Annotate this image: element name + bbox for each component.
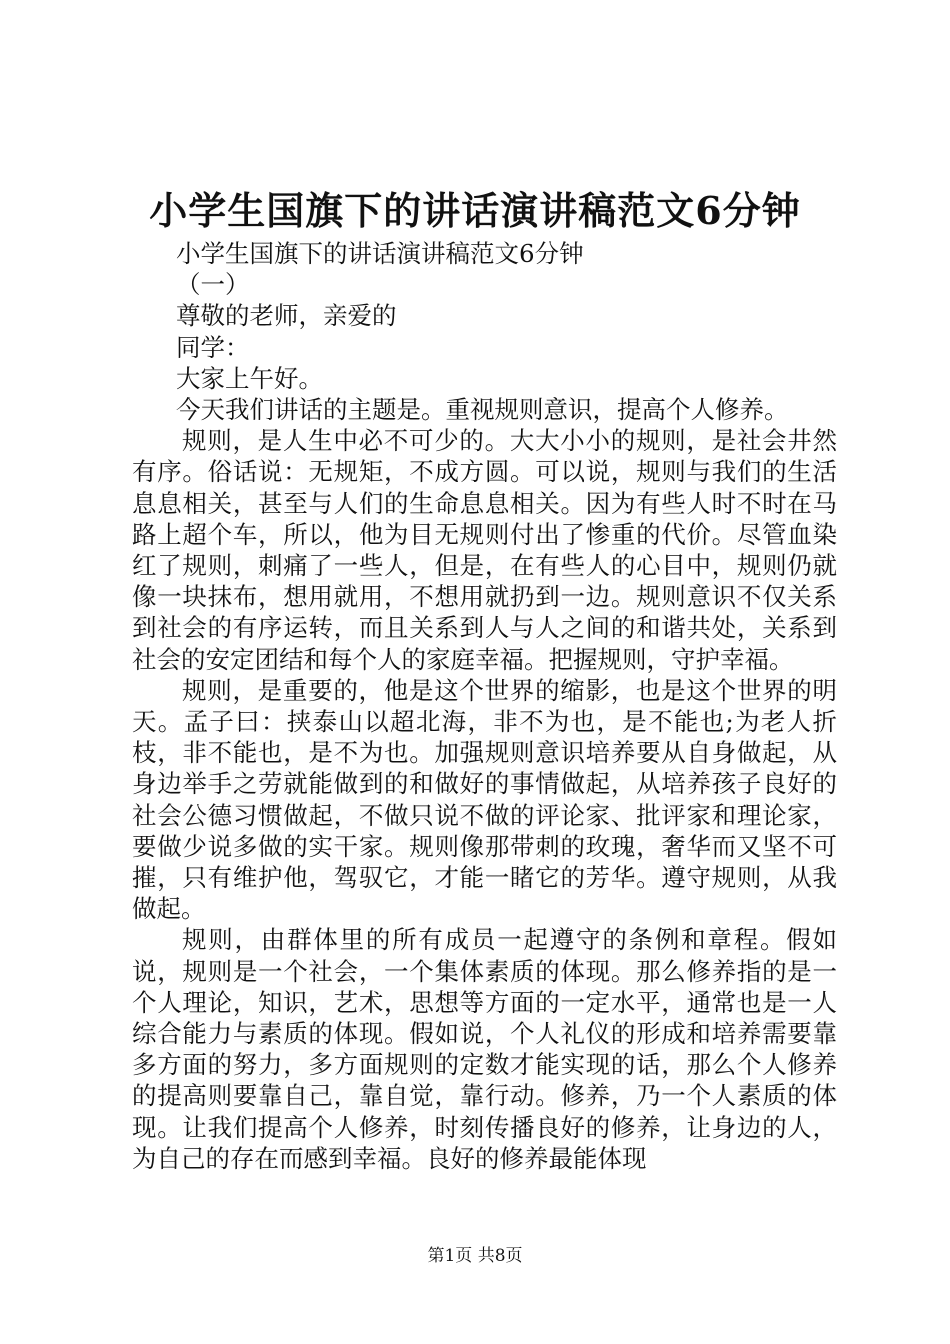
document-title: 小学生国旗下的讲话演讲稿范文6分钟 bbox=[149, 188, 801, 233]
greeting-line: 大家上午好。 bbox=[176, 363, 323, 393]
salutation-line-2: 同学： bbox=[176, 332, 250, 362]
subtitle-line: 小学生国旗下的讲话演讲稿范文6分钟 bbox=[176, 239, 584, 268]
section-number: （一） bbox=[176, 270, 250, 300]
document-body bbox=[132, 238, 837, 1174]
salutation-line-1: 尊敬的老师，亲爱的 bbox=[176, 301, 397, 331]
body-paragraph-1: 规则，是人生中必不可少的。大大小小的规则，是社会井然有序。俗话说：无规矩，不成方圆。可以说，规则与我们的生活息息相关，甚至与人们的生命息息相关。因为有些人时不时在马路上超个车，所以，他为目无规则付出了惨重的代价。尽管血染红了规则，刺痛了一些人，但是，在有些人的心目中，规则仍就像一块抹布，想用就用，不想用就扔到一边。规则意识不仅关系到社会的有序运转，而且关系到人与人之间的和谐共处，关系到社会的安定团结和每个人的家庭幸福。把握规则，守护幸福。 bbox=[132, 426, 837, 674]
page-footer: 第1页 共8页 bbox=[427, 1246, 523, 1266]
intro-line: 今天我们讲话的主题是。重视规则意识，提高个人修养。 bbox=[176, 395, 789, 425]
body-paragraph-2: 规则，是重要的，他是这个世界的缩影，也是这个世界的明天。孟子曰：挟泰山以超北海，非不为也，是不能也;为老人折枝，非不能也，是不为也。加强规则意识培养要从自身做起，从身边举手之劳就能做到的和做好的事情做起，从培养孩子良好的社会公德习惯做起，不做只说不做的评论家、批评家和理论家，要做少说多做的实干家。规则像那带刺的玫瑰，奢华而又坚不可摧，只有维护他，驾驭它，才能一睹它的芳华。遵守规则，从我做起。 bbox=[132, 675, 837, 924]
body-paragraph-3: 规则，由群体里的所有成员一起遵守的条例和章程。假如说，规则是一个社会，一个集体素质的体现。那么修养指的是一个人理论，知识，艺术，思想等方面的一定水平，通常也是一人综合能力与素质的体现。假如说，个人礼仪的形成和培养需要靠多方面的努力，多方面规则的定数才能实现的话，那么个人修养的提高则要靠自己，靠自觉，靠行动。修养，乃一个人素质的体现。让我们提高个人修养，时刻传播良好的修养，让身边的人，为自己的存在而感到幸福。良好的修养最能体现 bbox=[132, 925, 837, 1173]
